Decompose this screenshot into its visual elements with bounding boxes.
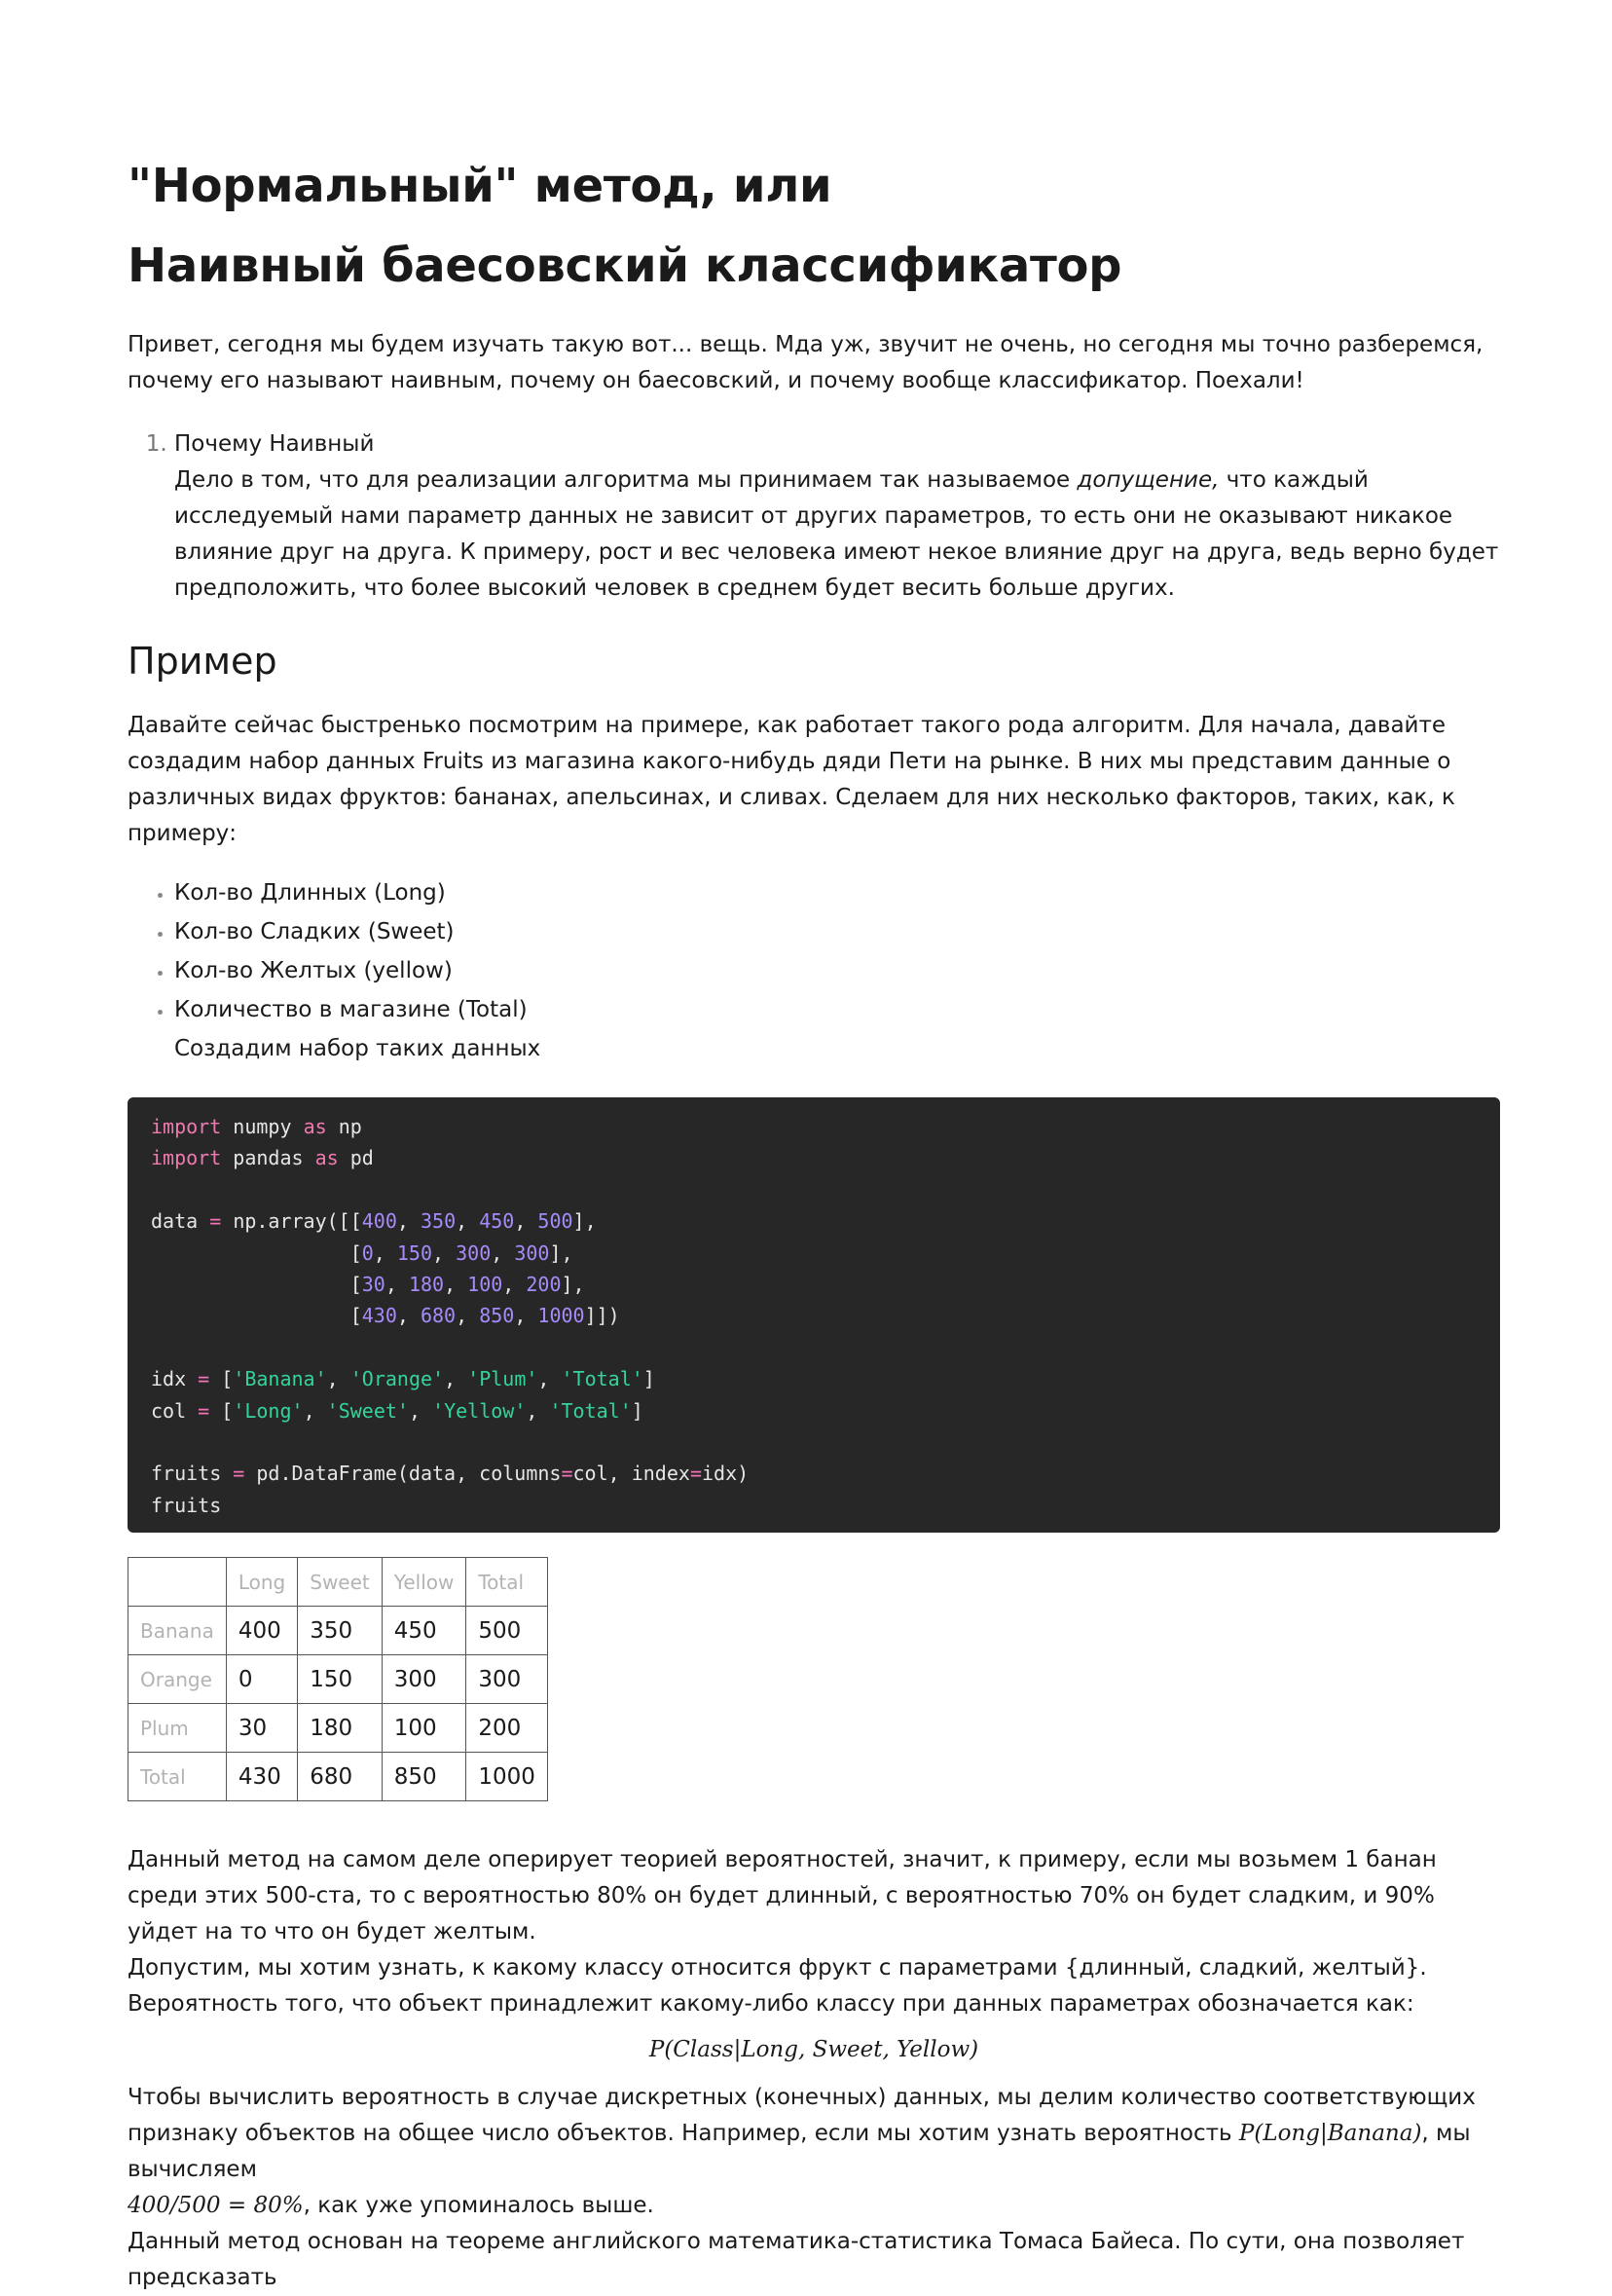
list-item: • Кол-во Сладких (Sweet): [174, 912, 1500, 951]
table-cell: 500: [466, 1607, 548, 1655]
intro-paragraph: Привет, сегодня мы будем изучать такую вот... вещь. Мда уж, звучит не очень, но сегодня мы точно разберемся, почему его называют наивным, почему он баесовский, и почему вообще классификатор. Поехали!: [128, 332, 1484, 393]
list-item-body-before: Дело в том, что для реализации алгоритма мы принимаем так называемое: [174, 467, 1078, 493]
table-cell: 300: [466, 1655, 548, 1704]
list-item: [174, 990, 1500, 1068]
list-item: • Кол-во Желтых (yellow): [174, 951, 1500, 990]
list-item-label: Количество в магазине (Total): [174, 997, 528, 1022]
table-cell: 430: [226, 1753, 297, 1801]
table-cell: 200: [466, 1704, 548, 1753]
table-header-cell: Sweet: [298, 1558, 383, 1607]
table-header-cell: [128, 1558, 227, 1607]
suppose-paragraph: Допустим, мы хотим узнать, к какому классу относится фрукт с параметрами {длинный, сладкий, желтый}. Вероятность того, что объект принадлежит какому-либо классу при данных параметрах обозначается как:: [128, 1955, 1427, 2018]
list-item-title: Почему Наивный: [174, 431, 375, 457]
bayes-paragraph: Данный метод основан на теореме английского математика-статистика Томаса Байеса. По сути, она позволяет предсказать: [128, 2229, 1465, 2291]
table-header-cell: Total: [466, 1558, 548, 1607]
table-cell: 400: [226, 1607, 297, 1655]
list-item: [174, 426, 1500, 607]
list-item-emphasis: допущение,: [1077, 467, 1220, 493]
row-header: Plum: [128, 1704, 227, 1753]
table-cell: 100: [382, 1704, 466, 1753]
row-header: Banana: [128, 1607, 227, 1655]
table-header-cell: Long: [226, 1558, 297, 1607]
example-paragraph: Давайте сейчас быстренько посмотрим на примере, как работает такого рода алгоритм. Для начала, давайте создадим набор данных Fruits из магазина какого-нибудь дяди Пети на рынке. В них мы представим данные о различных видах фруктов: бананах, апельсинах, и сливах. Сделаем для них несколько факторов, таких, как, к примеру:: [128, 713, 1455, 846]
table-cell: 680: [298, 1753, 383, 1801]
table-cell: 850: [382, 1753, 466, 1801]
reasons-list: [128, 426, 1500, 607]
inline-math-2: 400/500 = 80%: [128, 2193, 304, 2219]
factors-list: [128, 873, 1500, 1068]
bullet-note: Создадим набор таких данных: [174, 1036, 541, 1061]
table-cell: 1000: [466, 1753, 548, 1801]
table-row: [128, 1753, 548, 1801]
formula-display: P(Class|Long, Sweet, Yellow): [648, 2037, 979, 2063]
document-page: [128, 146, 1500, 2296]
fruits-table: [128, 1557, 548, 1801]
row-header: Orange: [128, 1655, 227, 1704]
table-cell: 30: [226, 1704, 297, 1753]
table-row: [128, 1704, 548, 1753]
compute-paragraph: [128, 2080, 1500, 2224]
list-item: • Кол-во Длинных (Long): [174, 873, 1500, 912]
compute-text-b: , мы вычисляем: [128, 2121, 1471, 2183]
table-header-row: [128, 1558, 548, 1607]
table-cell: 0: [226, 1655, 297, 1704]
section-heading: Пример: [128, 640, 277, 683]
list-item-body-after: что каждый исследуемый нами параметр данных не зависит от других параметров, то есть они не оказывают никакое влияние друг на друга. К примеру, рост и вес человека имеют некое влияние друг на друга, ведь верно будет предположить, что более высокий человек в среднем будет весить больше других.: [174, 467, 1499, 601]
table-row: [128, 1607, 548, 1655]
method-paragraph: Данный метод на самом деле оперирует теорией вероятностей, значит, к примеру, если мы возьмем 1 банан среди этих 500-ста, то с вероятностью 80% он будет длинный, с вероятностью 70% он будет сладким, и 90% уйдет на то что он будет желтым.: [128, 1847, 1437, 1945]
inline-math-1: P(Long|Banana): [1238, 2121, 1422, 2147]
table-cell: 300: [382, 1655, 466, 1704]
table-row: [128, 1655, 548, 1704]
compute-text-a: Чтобы вычислить вероятность в случае дискретных (конечных) данных, мы делим количество соответствующих признаку объектов на общее число объектов. Например, если мы хотим узнать вероятность: [128, 2085, 1476, 2147]
row-header: Total: [128, 1753, 227, 1801]
table-cell: 180: [298, 1704, 383, 1753]
table-cell: 350: [298, 1607, 383, 1655]
code-block[interactable]: import numpy as np import pandas as pd data = np.array([[400, 350, 450, 500], [0, 150, 300, 300], [30, 180, 100, 200], [430, 680, 850, 1000]]) idx = ['Banana', 'Orange', 'Plum', 'Total'] col = ['Long', 'Sweet', 'Yellow', 'Total'] fruits = pd.DataFrame(data, columns=col, index=idx) fruits: [128, 1097, 1500, 1533]
table-cell: 150: [298, 1655, 383, 1704]
page-title-line2: Наивный баесовский классификатор: [128, 239, 1122, 293]
table-cell: 450: [382, 1607, 466, 1655]
table-header-cell: Yellow: [382, 1558, 466, 1607]
compute-text-c: , как уже упоминалось выше.: [303, 2193, 654, 2219]
page-title-line1: "Нормальный" метод, или: [128, 159, 832, 213]
